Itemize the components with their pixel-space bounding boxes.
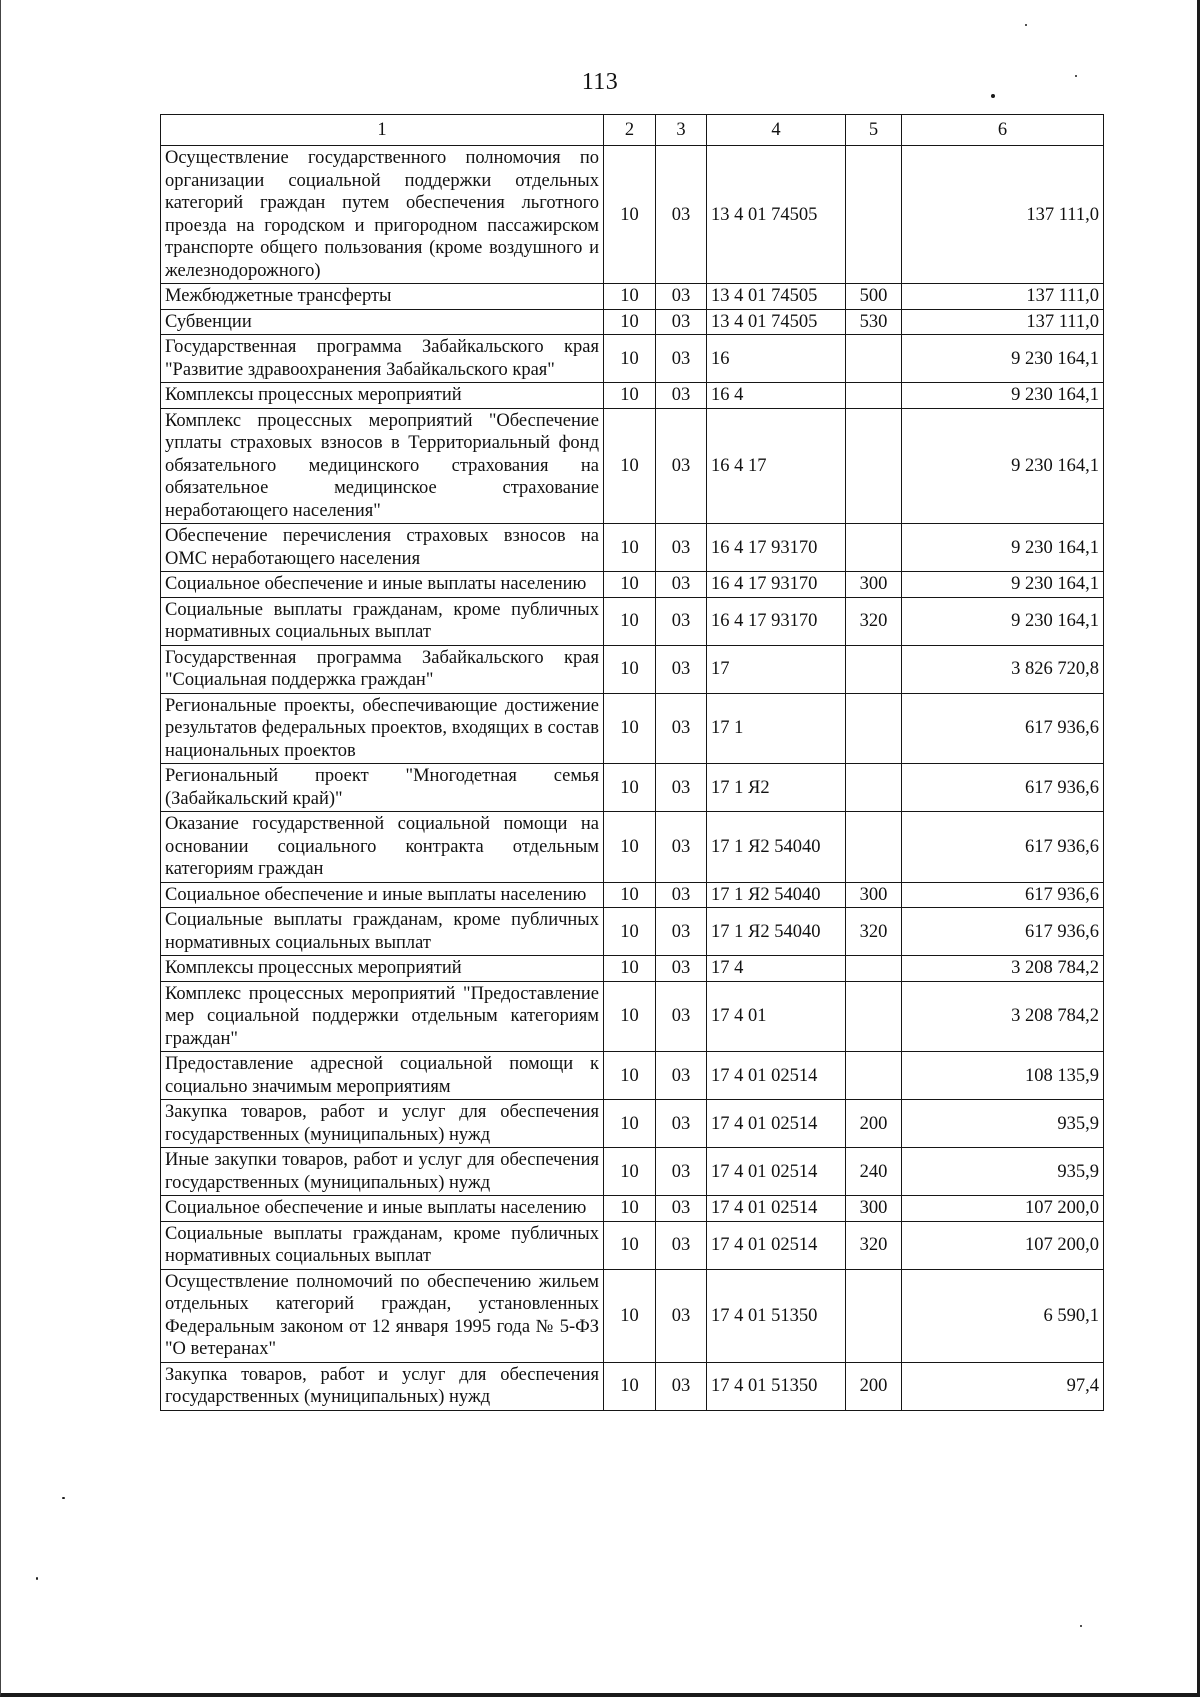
row-target-code: 16 — [707, 335, 846, 383]
row-subsection: 03 — [656, 572, 707, 598]
column-header: 1 — [161, 115, 604, 146]
row-name: Осуществление государственного полномочия по организации социальной поддержки отдельных категорий граждан путем обеспечения льготного проезда на городском и пригородном пассажирском транспорте общего пользования (кроме воздушного и железнодорожного) — [161, 146, 604, 284]
table-row — [161, 882, 1104, 908]
row-expense-type: 300 — [846, 572, 902, 598]
row-subsection: 03 — [656, 597, 707, 645]
row-expense-type — [846, 956, 902, 982]
row-expense-type — [846, 1269, 902, 1362]
row-section: 10 — [604, 572, 656, 598]
row-expense-type — [846, 645, 902, 693]
row-section: 10 — [604, 383, 656, 409]
column-header: 2 — [604, 115, 656, 146]
row-subsection: 03 — [656, 1148, 707, 1196]
row-subsection: 03 — [656, 408, 707, 524]
scan-speck — [1025, 24, 1027, 26]
row-amount: 137 111,0 — [902, 146, 1104, 284]
row-amount: 107 200,0 — [902, 1221, 1104, 1269]
row-amount: 617 936,6 — [902, 908, 1104, 956]
row-expense-type — [846, 812, 902, 883]
table-row — [161, 146, 1104, 284]
row-subsection: 03 — [656, 1100, 707, 1148]
table-row — [161, 309, 1104, 335]
row-expense-type — [846, 146, 902, 284]
row-subsection: 03 — [656, 383, 707, 409]
budget-table — [160, 114, 1104, 1411]
row-section: 10 — [604, 981, 656, 1052]
table-row — [161, 1362, 1104, 1410]
row-amount: 935,9 — [902, 1148, 1104, 1196]
row-section: 10 — [604, 693, 656, 764]
row-target-code: 16 4 — [707, 383, 846, 409]
row-expense-type — [846, 383, 902, 409]
row-name: Субвенции — [161, 309, 604, 335]
row-target-code: 13 4 01 74505 — [707, 146, 846, 284]
row-amount: 617 936,6 — [902, 882, 1104, 908]
table-row — [161, 1148, 1104, 1196]
row-subsection: 03 — [656, 645, 707, 693]
row-section: 10 — [604, 146, 656, 284]
row-name: Осуществление полномочий по обеспечению жильем отдельных категорий граждан, установленных Федеральным законом от 12 января 1995 года № 5-ФЗ "О ветеранах" — [161, 1269, 604, 1362]
table-row — [161, 764, 1104, 812]
row-amount: 107 200,0 — [902, 1196, 1104, 1222]
row-target-code: 16 4 17 — [707, 408, 846, 524]
row-section: 10 — [604, 956, 656, 982]
row-expense-type — [846, 408, 902, 524]
row-subsection: 03 — [656, 1221, 707, 1269]
table-row — [161, 1100, 1104, 1148]
row-expense-type: 300 — [846, 1196, 902, 1222]
row-subsection: 03 — [656, 764, 707, 812]
row-amount: 617 936,6 — [902, 693, 1104, 764]
row-name: Региональные проекты, обеспечивающие достижение результатов федеральных проектов, входящих в состав национальных проектов — [161, 693, 604, 764]
row-expense-type — [846, 981, 902, 1052]
scan-speck — [62, 1497, 65, 1499]
row-target-code: 16 4 17 93170 — [707, 524, 846, 572]
table-row — [161, 335, 1104, 383]
row-expense-type — [846, 335, 902, 383]
row-name: Комплексы процессных мероприятий — [161, 383, 604, 409]
row-expense-type — [846, 524, 902, 572]
row-name: Комплексы процессных мероприятий — [161, 956, 604, 982]
row-target-code: 17 4 01 51350 — [707, 1362, 846, 1410]
row-section: 10 — [604, 1052, 656, 1100]
row-target-code: 13 4 01 74505 — [707, 309, 846, 335]
row-amount: 6 590,1 — [902, 1269, 1104, 1362]
row-name: Социальное обеспечение и иные выплаты населению — [161, 1196, 604, 1222]
row-expense-type: 500 — [846, 284, 902, 310]
row-subsection: 03 — [656, 882, 707, 908]
row-section: 10 — [604, 882, 656, 908]
table-row — [161, 1196, 1104, 1222]
column-header: 6 — [902, 115, 1104, 146]
row-name: Государственная программа Забайкальского края "Социальная поддержка граждан" — [161, 645, 604, 693]
row-section: 10 — [604, 284, 656, 310]
column-header: 3 — [656, 115, 707, 146]
scan-speck — [1075, 75, 1077, 77]
row-name: Закупка товаров, работ и услуг для обеспечения государственных (муниципальных) нужд — [161, 1362, 604, 1410]
row-target-code: 17 1 Я2 — [707, 764, 846, 812]
row-target-code: 17 1 Я2 54040 — [707, 908, 846, 956]
table-row — [161, 693, 1104, 764]
row-subsection: 03 — [656, 956, 707, 982]
row-expense-type: 200 — [846, 1362, 902, 1410]
row-subsection: 03 — [656, 335, 707, 383]
row-amount: 137 111,0 — [902, 284, 1104, 310]
row-amount: 3 826 720,8 — [902, 645, 1104, 693]
scan-speck — [1080, 1625, 1082, 1627]
page-number: 113 — [581, 69, 619, 95]
table-row — [161, 812, 1104, 883]
table-row — [161, 956, 1104, 982]
row-section: 10 — [604, 1269, 656, 1362]
row-section: 10 — [604, 764, 656, 812]
table-row — [161, 524, 1104, 572]
row-expense-type — [846, 693, 902, 764]
table-row — [161, 908, 1104, 956]
row-subsection: 03 — [656, 284, 707, 310]
scan-speck — [36, 1577, 38, 1580]
row-target-code: 16 4 17 93170 — [707, 597, 846, 645]
row-expense-type: 320 — [846, 1221, 902, 1269]
row-subsection: 03 — [656, 812, 707, 883]
table-header-row — [161, 115, 1104, 146]
row-name: Комплекс процессных мероприятий "Обеспечение уплаты страховых взносов в Территориальный фонд обязательного медицинского страхования на обязательное медицинское страхование неработающего населения" — [161, 408, 604, 524]
row-amount: 137 111,0 — [902, 309, 1104, 335]
table-row — [161, 408, 1104, 524]
row-target-code: 17 4 01 02514 — [707, 1052, 846, 1100]
row-amount: 617 936,6 — [902, 764, 1104, 812]
table-row — [161, 981, 1104, 1052]
row-section: 10 — [604, 1362, 656, 1410]
row-section: 10 — [604, 309, 656, 335]
row-subsection: 03 — [656, 309, 707, 335]
table-row — [161, 1052, 1104, 1100]
row-name: Закупка товаров, работ и услуг для обеспечения государственных (муниципальных) нужд — [161, 1100, 604, 1148]
row-subsection: 03 — [656, 146, 707, 284]
row-amount: 935,9 — [902, 1100, 1104, 1148]
row-section: 10 — [604, 1100, 656, 1148]
row-target-code: 17 — [707, 645, 846, 693]
row-subsection: 03 — [656, 908, 707, 956]
row-target-code: 17 1 Я2 54040 — [707, 812, 846, 883]
row-target-code: 17 4 01 02514 — [707, 1196, 846, 1222]
row-name: Предоставление адресной социальной помощи к социально значимым мероприятиям — [161, 1052, 604, 1100]
row-expense-type: 200 — [846, 1100, 902, 1148]
row-amount: 108 135,9 — [902, 1052, 1104, 1100]
row-name: Оказание государственной социальной помощи на основании социального контракта отдельным категориям граждан — [161, 812, 604, 883]
row-target-code: 17 1 Я2 54040 — [707, 882, 846, 908]
row-target-code: 17 4 01 02514 — [707, 1221, 846, 1269]
row-subsection: 03 — [656, 1362, 707, 1410]
row-section: 10 — [604, 645, 656, 693]
row-name: Иные закупки товаров, работ и услуг для обеспечения государственных (муниципальных) нужд — [161, 1148, 604, 1196]
column-header: 4 — [707, 115, 846, 146]
row-expense-type: 300 — [846, 882, 902, 908]
row-target-code: 17 1 — [707, 693, 846, 764]
scan-speck — [991, 94, 995, 98]
column-header: 5 — [846, 115, 902, 146]
table-row — [161, 597, 1104, 645]
row-name: Социальные выплаты гражданам, кроме публичных нормативных социальных выплат — [161, 597, 604, 645]
row-name: Социальное обеспечение и иные выплаты населению — [161, 572, 604, 598]
row-target-code: 17 4 01 02514 — [707, 1100, 846, 1148]
row-name: Межбюджетные трансферты — [161, 284, 604, 310]
row-expense-type — [846, 764, 902, 812]
row-amount: 97,4 — [902, 1362, 1104, 1410]
row-expense-type: 320 — [846, 908, 902, 956]
row-target-code: 17 4 01 02514 — [707, 1148, 846, 1196]
row-name: Обеспечение перечисления страховых взносов на ОМС неработающего населения — [161, 524, 604, 572]
row-amount: 9 230 164,1 — [902, 597, 1104, 645]
row-amount: 9 230 164,1 — [902, 335, 1104, 383]
table-row — [161, 645, 1104, 693]
row-subsection: 03 — [656, 693, 707, 764]
row-section: 10 — [604, 597, 656, 645]
row-target-code: 16 4 17 93170 — [707, 572, 846, 598]
table-row — [161, 284, 1104, 310]
row-amount: 9 230 164,1 — [902, 572, 1104, 598]
row-target-code: 17 4 — [707, 956, 846, 982]
row-target-code: 17 4 01 — [707, 981, 846, 1052]
row-subsection: 03 — [656, 1269, 707, 1362]
row-name: Социальное обеспечение и иные выплаты населению — [161, 882, 604, 908]
row-name: Социальные выплаты гражданам, кроме публичных нормативных социальных выплат — [161, 908, 604, 956]
row-name: Региональный проект "Многодетная семья (Забайкальский край)" — [161, 764, 604, 812]
table-row — [161, 383, 1104, 409]
row-expense-type: 240 — [846, 1148, 902, 1196]
row-section: 10 — [604, 1221, 656, 1269]
row-section: 10 — [604, 335, 656, 383]
row-expense-type: 320 — [846, 597, 902, 645]
row-section: 10 — [604, 908, 656, 956]
row-subsection: 03 — [656, 524, 707, 572]
table-row — [161, 1221, 1104, 1269]
row-amount: 9 230 164,1 — [902, 383, 1104, 409]
table-row — [161, 572, 1104, 598]
table-row — [161, 1269, 1104, 1362]
row-section: 10 — [604, 524, 656, 572]
row-expense-type: 530 — [846, 309, 902, 335]
row-amount: 3 208 784,2 — [902, 981, 1104, 1052]
row-target-code: 17 4 01 51350 — [707, 1269, 846, 1362]
row-name: Социальные выплаты гражданам, кроме публичных нормативных социальных выплат — [161, 1221, 604, 1269]
row-section: 10 — [604, 1148, 656, 1196]
row-amount: 9 230 164,1 — [902, 408, 1104, 524]
row-subsection: 03 — [656, 1196, 707, 1222]
row-subsection: 03 — [656, 981, 707, 1052]
row-expense-type — [846, 1052, 902, 1100]
row-name: Комплекс процессных мероприятий "Предоставление мер социальной поддержки отдельным категориям граждан" — [161, 981, 604, 1052]
row-amount: 3 208 784,2 — [902, 956, 1104, 982]
row-section: 10 — [604, 812, 656, 883]
row-name: Государственная программа Забайкальского края "Развитие здравоохранения Забайкальского края" — [161, 335, 604, 383]
row-section: 10 — [604, 1196, 656, 1222]
row-amount: 617 936,6 — [902, 812, 1104, 883]
row-amount: 9 230 164,1 — [902, 524, 1104, 572]
row-section: 10 — [604, 408, 656, 524]
row-subsection: 03 — [656, 1052, 707, 1100]
row-target-code: 13 4 01 74505 — [707, 284, 846, 310]
